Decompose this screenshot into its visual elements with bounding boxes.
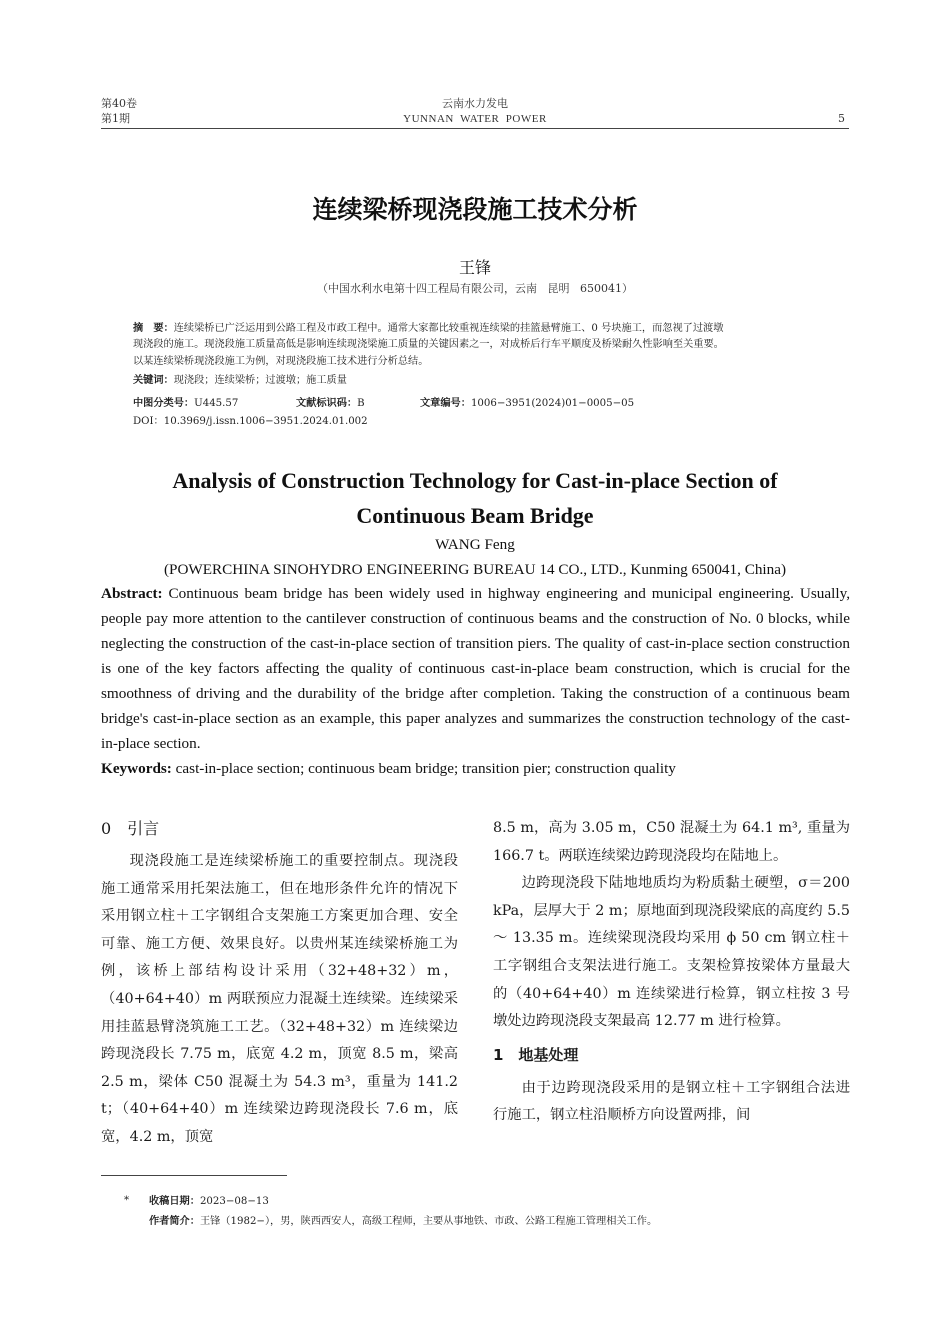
keywords-cn-text: 现浇段；连续梁桥；过渡墩；施工质量 (173, 375, 347, 386)
clc-label: 中图分类号： (133, 397, 195, 409)
footnote-star: * (124, 1195, 130, 1206)
paper-title-en-line2: Continuous Beam Bridge (356, 503, 594, 528)
doc-code (296, 394, 365, 409)
received-label: 收稿日期： (149, 1195, 200, 1207)
affiliation-en: (POWERCHINA SINOHYDRO ENGINEERING BUREAU 14 CO., LTD., Kunming 650041, China) (163, 561, 787, 578)
abstract-cn-label: 摘 要： (133, 322, 174, 334)
clc-number (133, 394, 238, 409)
article-label: 文章编号： (420, 397, 471, 409)
bio-value: 王锋（1982−），男，陕西西安人，高级工程师，主要从事地铁、市政、公路工程施工管理相关工作。 (199, 1216, 658, 1227)
volume-label: 第40卷 (101, 97, 137, 110)
bio-label: 作者简介： (149, 1215, 200, 1227)
keywords-en-label: Keywords: (101, 760, 172, 777)
clc-value: U445.57 (194, 398, 239, 409)
keywords-en-text: cast-in-place section; continuous beam bridge; transition pier; construction quality (171, 760, 676, 777)
author-cn: 王锋 (458, 258, 491, 277)
abstract-en-text: Continuous beam bridge has been widely used in highway engineering and municipal engineering. Usually, people pay more attention to the cantilever construction of continuous beams and the construction of No. 0 blocks, while neglecting the construction of the cast-in-place section of transition piers. The quality of cast-in-place section construction is one of the key factors affecting the quality of continuous cast-in-place beam construction, which is crucial for the smoothness of driving and the durability of the bridge after completion. Taking the construction of a continuous beam bridge's cast-in-place section as an example, this paper analyzes and summarizes the construction technology of the cast-in-place section. (101, 585, 850, 752)
header-rule (101, 128, 849, 129)
keywords-en (101, 756, 850, 781)
body-right-column (493, 815, 850, 1130)
body-left-column (101, 815, 458, 1152)
received-value: 2023−08−13 (199, 1196, 269, 1207)
doi: DOI：10.3969/j.issn.1006−3951.2024.01.002 (133, 416, 368, 427)
abstract-en-label: Abstract: (101, 585, 163, 602)
abstract-en (101, 581, 850, 781)
issue-label: 第1期 (101, 112, 130, 125)
footnote-rule (101, 1175, 287, 1176)
section-0-paragraph-1-cont: 8.5 m，高为 3.05 m，C50 混凝土为 64.1 m³, 重量为 166.7 t。两联连续梁边跨现浇段均在陆地上。 (493, 820, 850, 864)
abstract-cn-line2: 现浇段的施工。现浇段施工质量高低是影响连续现浇梁施工质量的关键因素之一，对成桥后行车平顺度及桥梁耐久性影响至关重要。 (133, 339, 724, 350)
abstract-cn-line1 (133, 320, 823, 338)
keywords-cn (133, 372, 823, 390)
paper-title-cn: 连续梁桥现浇段施工技术分析 (312, 195, 638, 224)
section-0-title: 0 引言 (101, 819, 160, 838)
affiliation-cn: （中国水利水电第十四工程局有限公司，云南 昆明 650041） (317, 282, 633, 295)
paper-title-en-line1: Analysis of Construction Technology for Cast-in-place Section of (172, 468, 778, 493)
author-bio (149, 1213, 657, 1230)
journal-title-cn: 云南水力发电 (442, 97, 508, 110)
paper-title-en (0, 463, 950, 533)
section-1-paragraph-1: 由于边跨现浇段采用的是钢立柱＋工字钢组合法进行施工，钢立柱沿顺桥方向设置两排，间 (493, 1079, 850, 1124)
article-number (420, 394, 634, 409)
article-value: 1006−3951(2024)01−0005−05 (470, 398, 635, 409)
received-date (149, 1193, 269, 1210)
journal-title-en: YUNNAN WATER POWER (403, 113, 547, 125)
section-0-paragraph-2: 边跨现浇段下陆地地质均为粉质黏土硬塑，σ＝200 kPa，层厚大于 2 m；原地面到现浇段梁底的高度约 5.5 ～ 13.35 m。连续梁现浇段均采用 ϕ 50 cm 钢立柱＋工字钢组合支架法进行施工。支架检算按梁体方量最大的（40+64+40）m 连续梁进行检算，钢立柱按 3 号墩处边跨现浇段支架最高 12.77 m 进行检算。 (493, 875, 850, 1030)
doc-value: B (357, 398, 365, 409)
author-en: WANG Feng (435, 536, 515, 553)
abstract-cn-line3: 以某连续梁桥现浇段施工为例，对现浇段施工技术进行分析总结。 (133, 356, 429, 367)
keywords-cn-label: 关键词： (133, 374, 174, 386)
section-0-paragraph-1: 现浇段施工是连续梁桥施工的重要控制点。现浇段施工通常采用托架法施工，但在地形条件允许的情况下采用钢立柱＋工字钢组合支架施工方案更加合理、安全可靠、施工方便、效果良好。以贵州某连续梁桥施工为例，该桥上部结构设计采用（32+48+32）m，（40+64+40）m 两联预应力混凝土连续梁。连续梁采用挂蓝悬臂浇筑施工工艺。（32+48+32）m 连续梁边跨现浇段长 7.75 m，底宽 4.2 m，顶宽 8.5 m，梁高 2.5 m，梁体 C50 混凝土为 54.3 m³，重量为 141.2 t；（40+64+40）m 连续梁边跨现浇段长 7.6 m，底宽，4.2 m，顶宽 (101, 853, 458, 1145)
page-number: 5 (838, 112, 845, 125)
doc-label: 文献标识码： (296, 397, 358, 409)
abstract-cn-text1: 连续梁桥已广泛运用到公路工程及市政工程中。通常大家都比较重视连续梁的挂篮悬臂施工、0 号块施工，而忽视了过渡墩 (173, 323, 724, 334)
section-1-title: 1 地基处理 (493, 1045, 579, 1064)
